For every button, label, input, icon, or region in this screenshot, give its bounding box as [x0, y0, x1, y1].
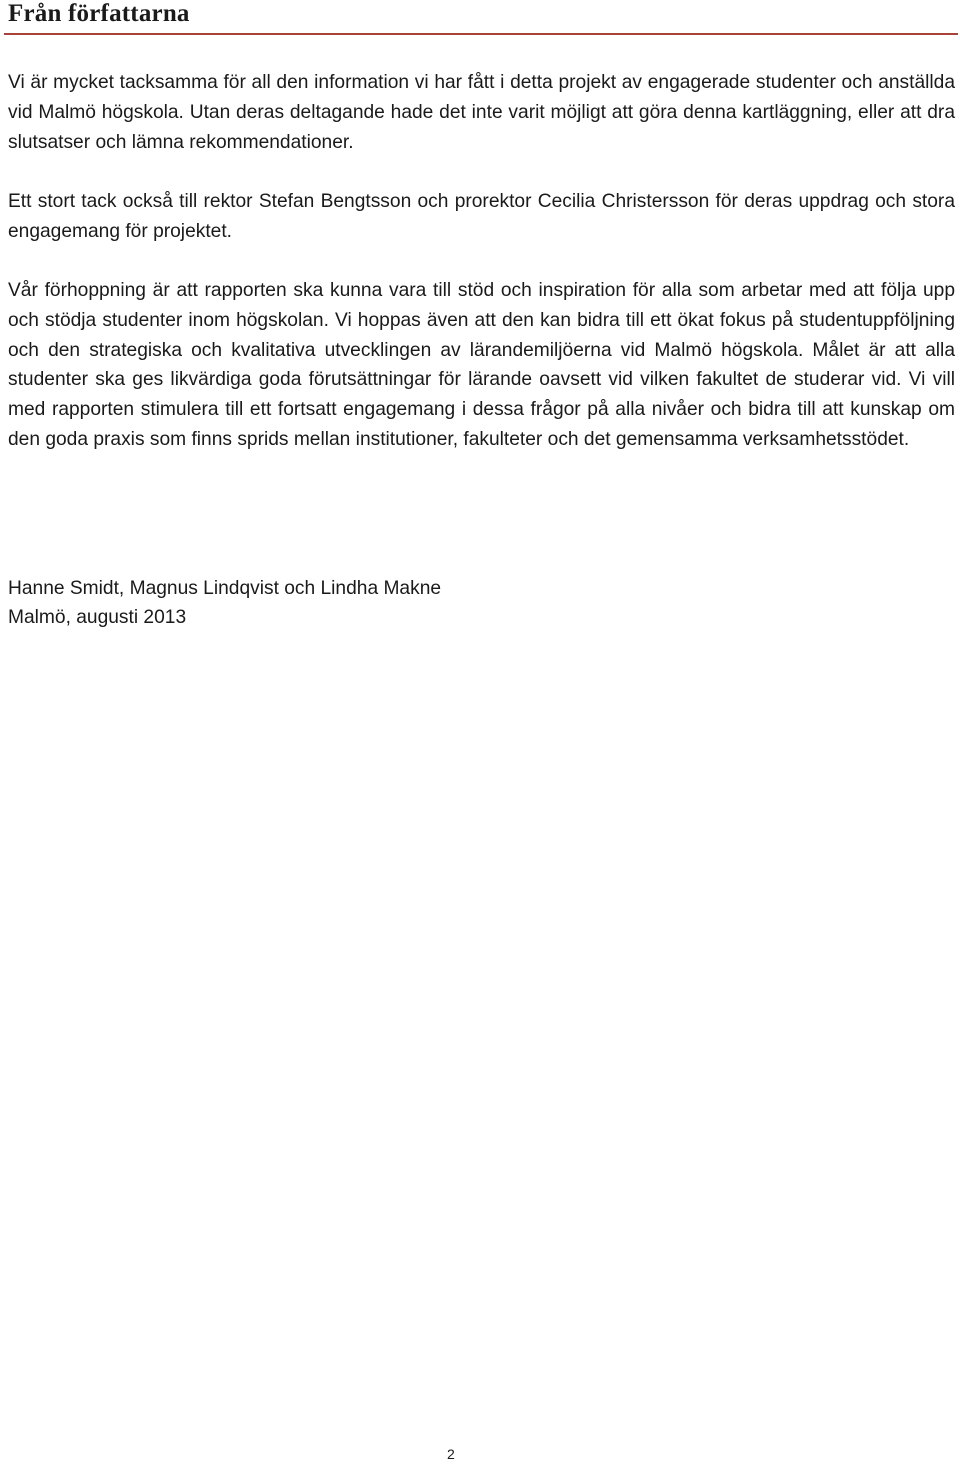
signature-place-date: Malmö, augusti 2013: [8, 607, 187, 628]
paragraph-thanks-students: Vi är mycket tacksamma för all den information vi har fått i detta projekt av engagerade studenter och anställda vid Malmö högskola. Utan deras deltagande hade det inte varit möjligt att göra denna kartläggning, eller att dra slutsatser och lämna rekommendationer.: [8, 72, 955, 153]
heading-rule: [4, 33, 958, 35]
paragraph-hopes: Vår förhoppning är att rapporten ska kunna vara till stöd och inspiration för alla som arbetar med att följa upp och stödja studenter inom högskolan. Vi hoppas även att den kan bidra till ett ökat fokus på studentuppföljning och den strategiska och kvalitativa utvecklingen av lärandemiljöerna vid Malmö högskola. Målet är att alla studenter ska ges likvärdiga goda förutsättningar för lärande oavsett vid vilken fakultet de studerar vid. Vi vill med rapporten stimulera till ett fortsatt engagemang i dessa frågor på alla nivåer och bidra till att kunskap om den goda praxis som finns sprids mellan institutioner, fakulteter och det gemensamma verksamhetsstödet.: [8, 280, 955, 450]
page-title: Från författarna: [8, 0, 190, 27]
paragraph-thanks-rector: Ett stort tack också till rektor Stefan Bengtsson och prorektor Cecilia Christersson för deras uppdrag och stora engagemang för projektet.: [8, 191, 955, 242]
page-number: 2: [447, 1446, 455, 1462]
signature-authors: Hanne Smidt, Magnus Lindqvist och Lindha Makne: [8, 578, 442, 599]
